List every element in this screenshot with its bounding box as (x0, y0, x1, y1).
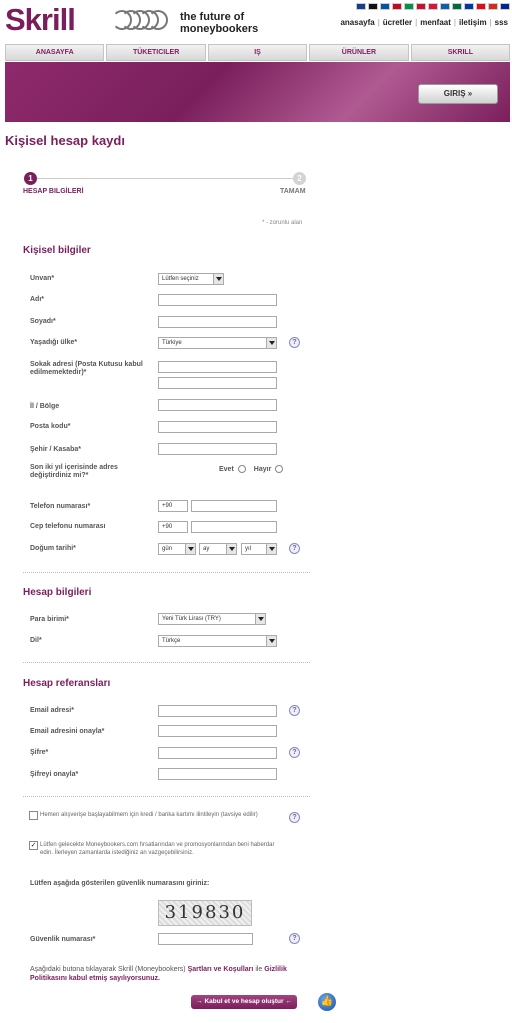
flag-icon[interactable] (368, 3, 378, 10)
chevron-down-icon (213, 274, 223, 284)
city-input[interactable] (158, 443, 277, 455)
help-icon[interactable]: ? (289, 337, 300, 348)
postcode-label: Posta kodu* (30, 423, 71, 430)
email-confirm-label: Email adresini onayla* (30, 728, 105, 735)
chevron-down-icon (255, 614, 265, 624)
adi-input[interactable] (158, 294, 277, 306)
flag-icon[interactable] (476, 3, 486, 10)
section-references-title: Hesap referansları (23, 678, 111, 689)
unvan-label: Unvan* (30, 275, 55, 282)
mobile-prefix-input[interactable]: +90 (158, 521, 188, 533)
currency-label: Para birimi* (30, 616, 69, 623)
postcode-input[interactable] (158, 421, 277, 433)
chevron-down-icon (226, 544, 236, 554)
link-menfaat[interactable]: menfaat (420, 18, 451, 27)
moved-label: Son iki yıl içerisinde adres değiştirdiniz mi?* (30, 464, 118, 479)
phone-input[interactable] (191, 500, 277, 512)
page-title: Kişisel hesap kaydı (5, 133, 125, 148)
privacy-link[interactable]: Gizlilik Politikasını kabul etmiş sayılıyorsunuz. (30, 966, 287, 982)
promo-checkbox[interactable]: ✓ (30, 842, 37, 849)
help-icon[interactable]: ? (289, 933, 300, 944)
adi-label: Adı* (30, 296, 44, 303)
help-icon[interactable]: ? (289, 705, 300, 716)
flag-icon[interactable] (356, 3, 366, 10)
step-progress-line (30, 178, 298, 179)
chevron-down-icon (185, 544, 195, 554)
security-label: Güvenlik numarası* (30, 936, 96, 943)
security-input[interactable] (158, 933, 253, 945)
country-select[interactable]: Türkiye (158, 337, 277, 349)
moved-no-radio[interactable] (275, 465, 283, 473)
soyadi-label: Soyadı* (30, 318, 56, 325)
security-title: Lütfen aşağıda gösterilen güvenlik numarasını giriniz: (30, 880, 210, 887)
language-select[interactable]: Türkçe (158, 635, 277, 647)
moved-radio-group: Evet Hayır (219, 465, 283, 473)
link-anasayfa[interactable]: anasayfa (340, 18, 375, 27)
nav-urunler[interactable]: ÜRÜNLER (309, 44, 408, 61)
dob-day-select[interactable]: gün (158, 543, 196, 555)
country-label: Yaşadığı ülke* (30, 339, 78, 346)
section-personal-title: Kişisel bilgiler (23, 245, 91, 256)
language-label: Dil* (30, 637, 42, 644)
chevron-down-icon (266, 338, 276, 348)
street-input-1[interactable] (158, 361, 277, 373)
moved-yes-radio[interactable] (238, 465, 246, 473)
rings-logo-icon (112, 10, 178, 34)
flag-icon[interactable] (464, 3, 474, 10)
help-icon[interactable]: ? (289, 543, 300, 554)
help-icon[interactable]: ? (289, 812, 300, 823)
terms-text: Aşağıdaki butona tıklayarak Skrill (Moneybookers) Şartları ve Koşulları ile Gizlilik Politikasını kabul etmiş sayılıyorsunuz. (30, 966, 287, 982)
dob-month-select[interactable]: ay (199, 543, 237, 555)
chevron-down-icon (266, 636, 276, 646)
email-input[interactable] (158, 705, 277, 717)
flag-icon[interactable] (416, 3, 426, 10)
flag-icon[interactable] (440, 3, 450, 10)
nav-is[interactable]: IŞ (208, 44, 307, 61)
required-note: * - zorunlu alan (262, 220, 303, 226)
step-2-label: TAMAM (280, 188, 306, 195)
submit-button[interactable]: → Kabul et ve hesap oluştur ← (191, 995, 297, 1009)
link-iletisim[interactable]: iletişim (458, 18, 487, 27)
il-input[interactable] (158, 399, 277, 411)
il-label: İl / Bölge (30, 403, 60, 410)
divider (23, 662, 310, 663)
email-confirm-input[interactable] (158, 725, 277, 737)
help-icon[interactable]: ? (289, 747, 300, 758)
skrill-logo[interactable]: Skrill (5, 2, 75, 37)
password-confirm-label: Şifreyi onayla* (30, 771, 79, 778)
link-ucretler[interactable]: ücretler (382, 18, 413, 27)
thumbs-up-icon: 👍 (318, 993, 336, 1011)
flag-icon[interactable] (380, 3, 390, 10)
step-1-label: HESAP BILGİLERİ (23, 188, 84, 195)
language-flags[interactable] (356, 3, 510, 10)
nav-tuketiciler[interactable]: TÜKETICILER (106, 44, 205, 61)
step-2-indicator: 2 (293, 172, 306, 185)
password-label: Şifre* (30, 749, 49, 756)
link-card-checkbox[interactable] (29, 811, 38, 820)
city-label: Şehir / Kasaba* (30, 446, 81, 453)
flag-icon[interactable] (452, 3, 462, 10)
flag-icon[interactable] (404, 3, 414, 10)
password-confirm-input[interactable] (158, 768, 277, 780)
flag-icon[interactable] (428, 3, 438, 10)
phone-label: Telefon numarası* (30, 503, 91, 510)
dob-year-select[interactable]: yıl (241, 543, 277, 555)
currency-select[interactable]: Yeni Türk Lirası (TRY) (158, 613, 266, 625)
street-input-2[interactable] (158, 377, 277, 389)
unvan-select[interactable]: Lütfen seçiniz (158, 273, 224, 285)
main-nav (5, 44, 510, 61)
password-input[interactable] (158, 747, 277, 759)
section-account-title: Hesap bilgileri (23, 587, 92, 598)
top-links: anasayfa | ücretler | menfaat | iletişim | sss (340, 18, 508, 27)
tagline: the future of moneybookers (180, 11, 259, 35)
mobile-input[interactable] (191, 521, 277, 533)
link-sss[interactable]: sss (494, 18, 508, 27)
divider (23, 572, 310, 573)
dob-label: Doğum tarihi* (30, 545, 76, 552)
chevron-down-icon (266, 544, 276, 554)
step-1-indicator: 1 (24, 172, 37, 185)
street-label: Sokak adresi (Posta Kutusu kabul edilmemektedir)* (30, 361, 143, 376)
terms-link[interactable]: Şartları ve Koşulları (187, 966, 254, 973)
flag-icon[interactable] (488, 3, 498, 10)
login-button[interactable]: GIRIŞ » (418, 84, 498, 104)
captcha-image: 319830 (158, 900, 252, 926)
link-card-text: Hemen alışverişe başlayabilmem için kredi / banka kartımı ilintileyin (tavsiye edilir) (40, 812, 258, 818)
mobile-label: Cep telefonu numarası (30, 523, 106, 530)
email-label: Email adresi* (30, 707, 74, 714)
flag-icon[interactable] (500, 3, 510, 10)
nav-skrill[interactable]: SKRILL (411, 44, 510, 61)
soyadi-input[interactable] (158, 316, 277, 328)
promo-text: Lütfen gelecekte Moneybookers.com fırsatlarından ve promosyonlarından beni haberdar edin. İlerleyen zamanlarda istediğiniz an vazgeçebilirsiniz. (40, 842, 275, 856)
divider (23, 796, 310, 797)
flag-icon[interactable] (392, 3, 402, 10)
phone-prefix-input[interactable]: +90 (158, 500, 188, 512)
nav-anasayfa[interactable]: ANASAYFA (5, 44, 104, 61)
